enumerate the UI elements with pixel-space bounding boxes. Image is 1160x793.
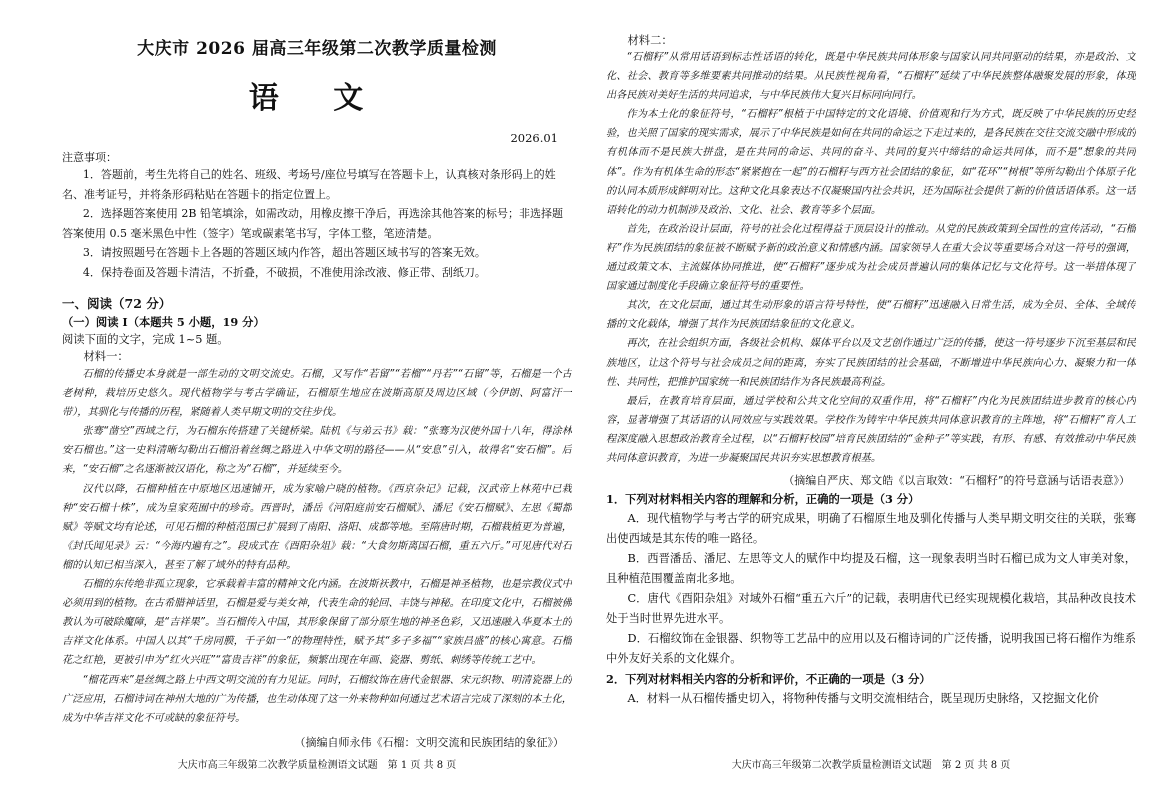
passage-paragraph: “石榴籽”从常用话语到标志性话语的转化，既是中华民族共同体形象与国家认同共同驱动的结果，亦是政治、文化、社会、教育等多维要素共同推动的结果。从民族性视角看，“石榴籽”延续了中华民族整体融聚发展的形象，体现出各民族对美好生活的共同追求，与中华民族伟大复兴目标同向同行。 (606, 52, 1136, 102)
material-label: 材料二： (627, 34, 673, 47)
passage-paragraph: 石榴的东传绝非孤立现象，它承载着丰富的精神文化内涵。在波斯祆教中，石榴是神圣植物，也是宗教仪式中必须用到的植物。在古希腊神话里，石榴是爱与美女神，代表生命的轮回、丰饶与神秘。在印度文化中，石榴被佛教认为可破除魔障，是“吉祥果”。当石榴传入中国，其形象保留了部分原生地的神圣色彩，又迅速融入华夏本土的吉祥文化体系。中国人以其“千房同膜，千子如一”的物理特性，赋予其“多子多福”“家族昌盛”的核心寓意。石榴花之红艳，更被引申为“红火兴旺”“富贵吉祥”的象征，频繁出现在年画、瓷器、剪纸、刺绣等传统工艺中。 (62, 579, 572, 667)
page-footer: 大庆市高三年级第二次教学质量检测语文试题 第 1 页 共 8 页 (177, 760, 457, 771)
passage-paragraph: 作为本土化的象征符号，“石榴籽”根植于中国特定的文化语境、价值观和行为方式，既反映了中华民族的历史经验，也关照了国家的现实需求，展示了中华民族是如何在共同的命运之下走过来的，是各民族在交往交流交融中形成的有机体而不是民族大拼盘，是在共同的命运、共同的奋斗、共同的复兴中缔结的命运共同体，而不是“想象的共同体”。作为有机体生命的形态“紧紧抱在一起”的石榴籽与西方社会团结的象征，如“花环”“树根”等所勾勒出个体原子化的认同本质形成鲜明对比。这种文化具象表达不仅凝聚国内社会共识，还为国际社会提供了新的价值话语体系。这一话语转化的动力机制涉及政治、文化、社会、教育等多个层面。 (606, 109, 1136, 216)
passage-paragraph: 最后，在教育培育层面，通过学校和公共文化空间的双重作用，将“石榴籽”内化为民族团结进步教育的核心内容，显著增强了其话语的认同效应与实践效果。学校作为铸牢中华民族共同体意识教育的主阵地，将“石榴籽”育人工程深度融入思想政治教育全过程，以“石榴籽校园”培育民族团结的“金种子”等实践，有形、有感、有效推动中华民族共同体意识教育，为进一步凝聚国民共识夯实思想教育根基。 (606, 395, 1136, 464)
question-stem: 2．下列对材料相关内容的分析和评价，不正确的一项是（3 分） (606, 672, 931, 687)
notice-item: 1．答题前，考生先将自己的姓名、班级、考场号/座位号填写在答题卡上，认真核对条形码上的姓名、准考证号，并将条形码粘贴在答题卡的指定位置上。 (62, 168, 556, 201)
notice-heading: 注意事项： (62, 151, 117, 164)
question-option: B．西晋潘岳、潘尼、左思等文人的赋作中均提及石榴，这一现象表明当时石榴已成为文人审美对象，且种植范围覆盖南北多地。 (606, 552, 1136, 586)
question-2 (606, 669, 1136, 709)
passage-paragraph: 再次，在社会组织方面，各级社会机构、媒体平台以及文艺创作通过广泛的传播，使这一符号逐步下沉至基层和民族地区，让这个符号与社会成员之间的距离，夯实了民族团结的社会基础，不断增进中华民族向心力、凝聚力和一体性、共同性，把推护国家统一和民族团结作为各民族最高利益。 (606, 338, 1136, 388)
question-1 (606, 489, 1136, 669)
question-option: A．材料一从石榴传播史切入，将物种传播与文明交流相结合，既呈现历史脉络，又挖掘文化价 (627, 692, 1099, 706)
section-title: 一、阅读（72 分） (62, 296, 172, 311)
notice-item: 4．保持卷面及答题卡清洁，不折叠，不破损，不准使用涂改液、修正带、刮纸刀。 (82, 265, 486, 279)
question-option: D．石榴纹饰在金银器、织物等工艺品中的应用以及石榴诗词的广泛传播，说明我国已将石榴作为维系中外友好关系的文化媒介。 (606, 632, 1136, 666)
notice-item: 3．请按照题号在答题卡上各题的答题区域内作答，超出答题区域书写的答案无效。 (82, 246, 486, 259)
page-1 (62, 0, 572, 793)
notice-section (62, 149, 572, 282)
notice-item: 2．选择题答案使用 2B 铅笔填涂，如需改动，用橡皮擦干净后，再选涂其他答案的标号；非选择题答案使用 0.5 毫米黑色中性（签字）笔或碳素笔书写，字体工整，笔迹清楚。 (62, 207, 563, 240)
passage-paragraph: 张骞“凿空”西域之行，为石榴东传搭建了关键桥梁。陆机《与弟云书》载：“张骞为汉使外国十八年，得涂林安石榴也。”这一史料清晰勾勒出石榴沿着丝绸之路进入中华文明的路径——从“安息”引入，故得名“安石榴”。后来，“安石榴”之名逐渐被汉语化，称之为“石榴”，并延续至今。 (62, 426, 572, 476)
exam-date: 2026.01 (510, 131, 558, 145)
exam-title: 大庆市 2026 届高三年级第二次教学质量检测 (137, 39, 497, 59)
subject-title: 语 文 (248, 81, 386, 116)
subsection-title: （一）阅读 I（本题共 5 小题，19 分） (62, 315, 265, 329)
material-1-passage (62, 365, 572, 728)
question-option: A．现代植物学与考古学的研究成果，明确了石榴原生地及驯化传播与人类早期文明交往的关联，张骞出使西域是其东传的唯一路径。 (606, 512, 1136, 546)
material-1-source: （摘编自师永伟《石榴：文明交流和民族团结的象征》） (294, 735, 564, 749)
passage-paragraph: 汉代以降，石榴种植在中原地区迅速铺开，成为家喻户晓的植物。《西京杂记》记载，汉武帝上林苑中已栽种“安石榴十株”，成为皇家苑囿中的珍奇。西晋时，潘岳《河阳庭前安石榴赋》、潘尼《安石榴赋》、左思《蜀都赋》等赋文均有论述，可见石榴的种植范围已扩展到了南阳、洛阳、成都等地。至隋唐时期，石榴栽植更为普遍，《封氏闻见录》云：“今海内遍有之”。段成式在《酉阳杂俎》载：“大食勿斯离国石榴，重五六斤。”可见唐代对石榴的认知已相当深入，甚至了解了域外的特有品种。 (62, 483, 572, 571)
question-option: C．唐代《酉阳杂俎》对域外石榴“重五六斤”的记载，表明唐代已经实现规模化栽培，其品种改良技术处于当时世界先进水平。 (606, 592, 1136, 626)
question-stem: 1．下列对材料相关内容的理解和分析，正确的一项是（3 分） (606, 492, 920, 507)
passage-paragraph: 首先，在政治设计层面，符号的社会化过程得益于顶层设计的推动。从党的民族政策到全国性的宣传活动，“石榴籽”作为民族团结的象征被不断赋予新的政治意义和情感内涵。国家领导人在重大会议等重要场合对这一符号的强调，通过政策文本、主流媒体协同推进，使“石榴籽”逐步成为社会成员普遍认同的集体记忆与文化符号。这一举措体现了国家通过制度化手段确立象征符号的重要性。 (606, 223, 1136, 293)
material-2-passage (606, 48, 1136, 468)
passage-paragraph: 其次，在文化层面，通过其生动形象的语言符号特性，使“石榴籽”迅速融入日常生活，成为全员、全体、全域传播的文化载体，增强了其作为民族团结象征的文化意义。 (606, 300, 1136, 331)
material-2-source: （摘编自严庆、郑文皓《以言取效：“石榴籽”的符号意涵与话语表意》） (783, 474, 1130, 488)
instruction: 阅读下面的文字，完成 1~5 题。 (62, 333, 229, 346)
page-2 (606, 0, 1136, 793)
material-label: 材料一： (83, 350, 129, 363)
page-footer: 大庆市高三年级第二次教学质量检测语文试题 第 2 页 共 8 页 (731, 760, 1011, 771)
passage-paragraph: “榴花西来”是丝绸之路上中西文明交流的有力见证。同时，石榴纹饰在唐代金银器、宋元织物、明清瓷器上的广泛应用，石榴诗词在神州大地的广为传播，也生动体现了这一外来物种如何通过艺术语言完成了深刻的本土化，成为中华吉祥文化不可或缺的象征符号。 (62, 674, 572, 724)
passage-paragraph: 石榴的传播史本身就是一部生动的文明交流史。石榴，又写作“若留”“若榴”“丹若”“石留”等，石榴是一个古老树种，栽培历史悠久。现代植物学与考古学确证，石榴原生地应在波斯高原及周边区域（今伊朗、阿富汗一带），其驯化与传播的历程，紧随着人类早期文明的交往步伐。 (62, 369, 572, 419)
